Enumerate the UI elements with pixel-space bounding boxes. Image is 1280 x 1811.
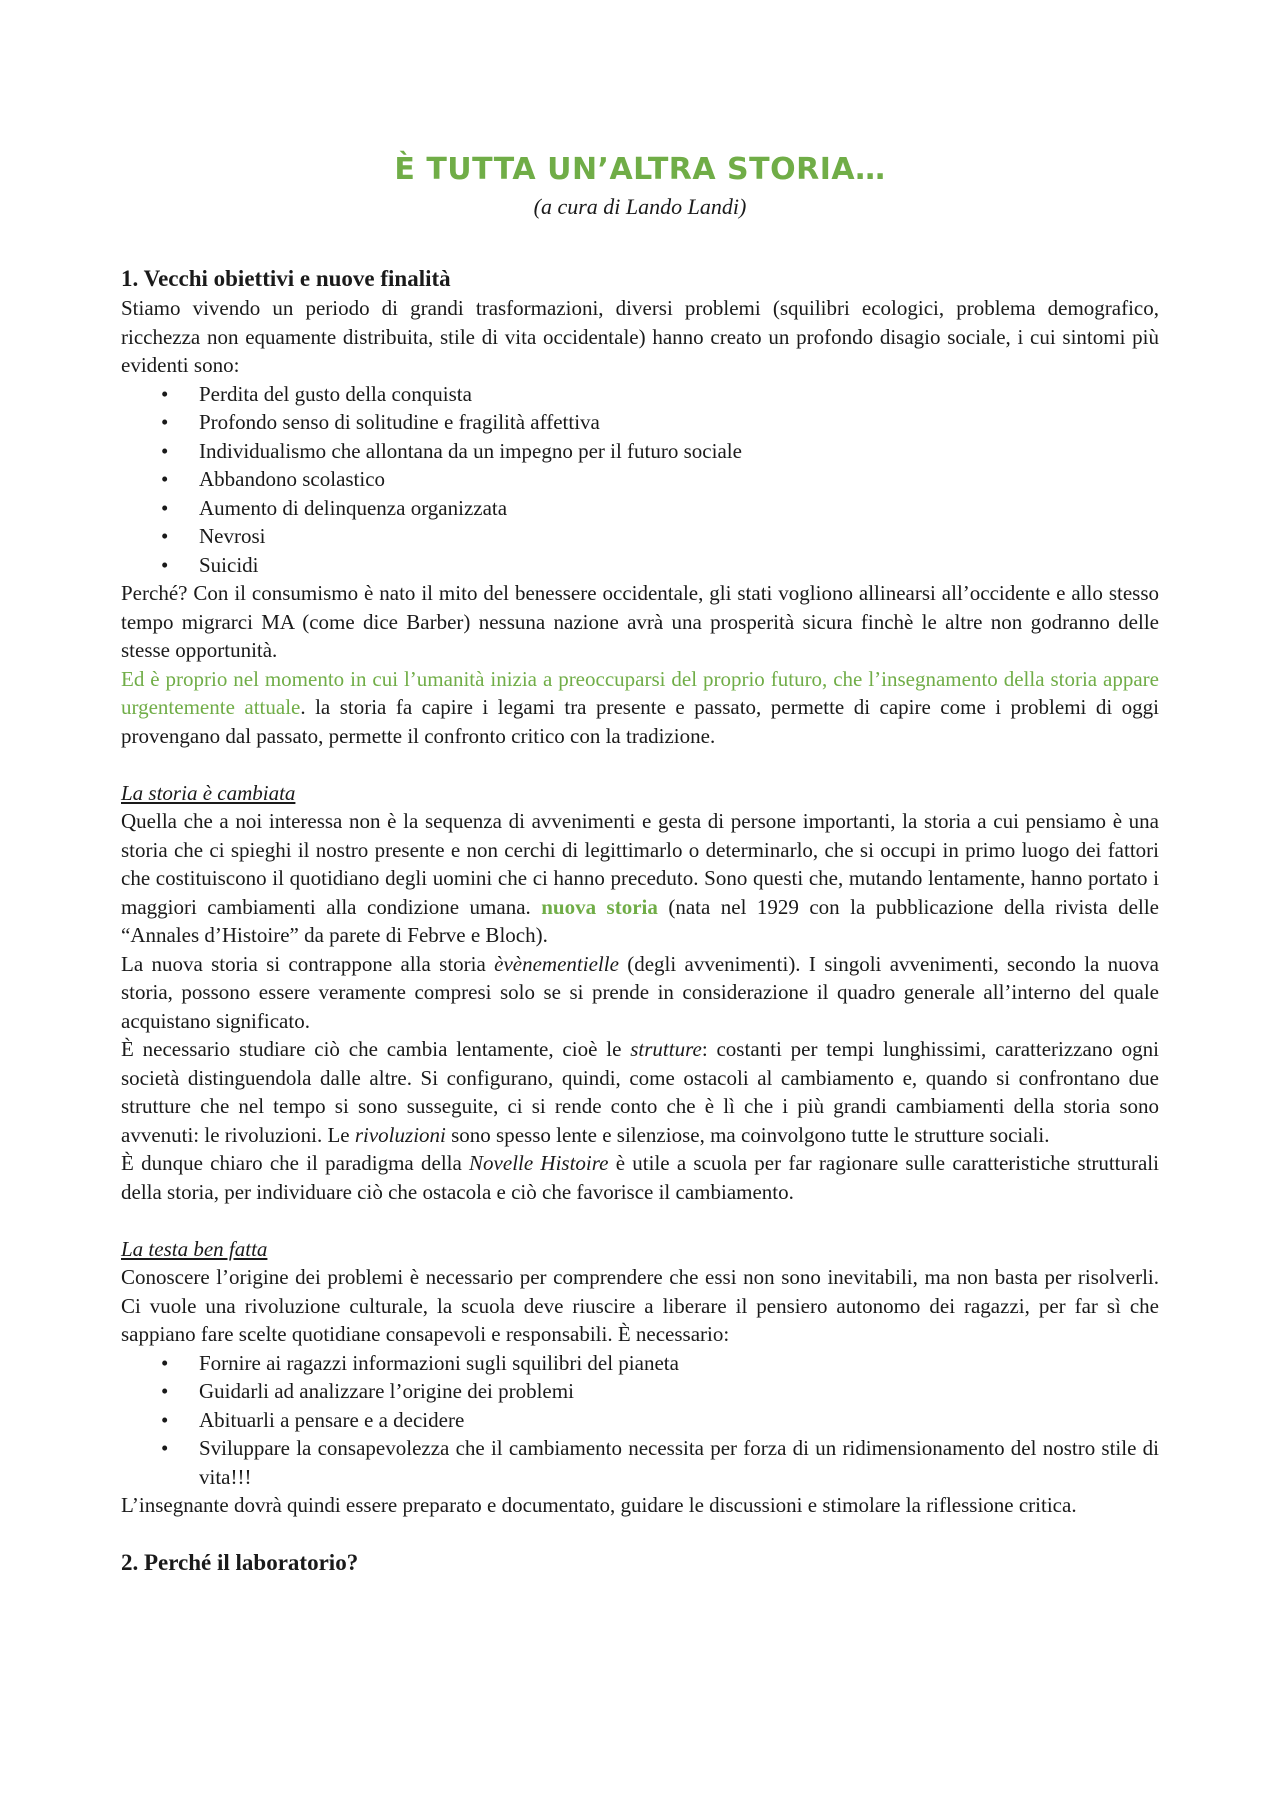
section1-why: Perché? Con il consumismo è nato il mito del benessere occidentale, gli stati vogliono allinearsi all’occidente e allo stesso tempo migrarci MA (come dice Barber) nessuna nazione avrà una prosperità sicura finchè le altre non godranno delle stesse opportunità. [121,581,1159,662]
section1-intro: Stiamo vivendo un periodo di grandi trasformazioni, diversi problemi (squilibri ecologici, problema demografico, ricchezza non equamente distribuita, stile di vita occidentale) hanno creato un profondo disagio sociale, i cui sintomi più evidenti sono: [121,296,1159,377]
list-item: • Suicidi [199,551,1159,580]
highlight-text: Ed è proprio nel momento in cui l’umanità inizia a preoccuparsi del proprio futuro, che l’insegnamento della storia appare urgentemente attuale [121,666,1159,719]
list-item: • Sviluppare la consapevolezza che il cambiamento necessita per forza di un ridimensionamento del nostro stile di vita!!! [199,1434,1159,1491]
needs-list [121,1349,1159,1492]
text-run: (degli avvenimenti). I singoli avvenimenti, secondo la nuova storia, possono essere veramente compresi solo se si prende in considerazione il quadro generale all’interno del quale acquistano significato. [121,951,1159,1033]
storia-cambiata-p4 [121,1149,1159,1206]
list-item: • Aumento di delinquenza organizzata [199,494,1159,523]
emphasis: rivoluzioni [354,1122,446,1147]
list-item: • Abituarli a pensare e a decidere [199,1406,1159,1435]
text-run: La nuova storia si contrappone alla storia [121,951,495,976]
emphasis: Novelle Histoire [469,1151,609,1175]
text-run: : costanti per tempi lunghissimi, caratterizzano ogni società distinguendola dalle altre. Si configurano, quindi, come ostacoli al cambiamento e, quando si confrontano due strutture che nel tempo si sono susseguite, ci si rende conto che è lì che i più grandi cambiamenti della storia sono avvenuti: le rivoluzioni. Le [121,1037,1159,1147]
emphasis: èvènementielle [494,951,619,976]
text-run: È dunque chiaro che il paradigma della [121,1151,470,1175]
storia-cambiata-p3 [121,1035,1159,1149]
list-item: • Guidarli ad analizzare l’origine dei problemi [199,1377,1159,1406]
section1-heading: 1. Vecchi obiettivi e nuove finalità [121,266,451,291]
section2-heading: 2. Perché il laboratorio? [121,1550,359,1575]
text-run: è utile a scuola per far ragionare sulle caratteristiche strutturali della storia, per individuare ciò che ostacola e ciò che favorisce il cambiamento. [121,1151,1159,1204]
emphasis: strutture [630,1037,702,1061]
text-run: Quella che a noi interessa non è la sequenza di avvenimenti e gesta di persone importanti, la storia a cui pensiamo è una storia che ci spieghi il nostro presente e non cerchi di legittimarlo o determinarlo, che si occupi in primo luogo dei fattori che costituiscono il quotidiano degli uomini che ci hanno preceduto. Sono questi che, mutando lentamente, hanno portato i maggiori cambiamenti alla condizione umana. [121,809,1159,919]
subheading-testa-ben-fatta: La testa ben fatta [121,1236,268,1261]
list-item: • Individualismo che allontana da un impegno per il futuro sociale [199,437,1159,466]
section1-highlight-paragraph [121,665,1159,751]
list-item: • Fornire ai ragazzi informazioni sugli squilibri del pianeta [199,1349,1159,1378]
list-item: • Perdita del gusto della conquista [199,380,1159,409]
subheading-storia-cambiata: La storia è cambiata [121,780,296,805]
symptoms-list [121,380,1159,580]
text-run: sono spesso lente e silenziose, ma coinvolgono tutte le strutture sociali. [445,1122,1050,1147]
storia-cambiata-p1 [121,807,1159,950]
after-highlight-text: . la storia fa capire i legami tra presente e passato, permette di capire come i problemi di oggi provengano dal passato, permette il confronto critico con la tradizione. [121,695,1160,748]
list-item: • Abbandono scolastico [199,465,1159,494]
text-run: (nata nel 1929 con la pubblicazione della rivista delle “Annales d’Histoire” da parete di Febrve e Bloch). [121,894,1159,947]
document-subtitle: (a cura di Lando Landi) [533,194,747,219]
storia-cambiata-p2 [121,950,1159,1036]
text-run: È necessario studiare ciò che cambia lentamente, cioè le [121,1037,631,1061]
spacer [121,1520,1159,1549]
list-item: • Profondo senso di solitudine e fragilità affettiva [199,408,1159,437]
testa-ben-fatta-intro: Conoscere l’origine dei problemi è necessario per comprendere che essi non sono inevitabili, ma non basta per risolverli. Ci vuole una rivoluzione culturale, la scuola deve riuscire a liberare il pensiero autonomo dei ragazzi, per far sì che sappiano fare scelte quotidiane consapevoli e responsabili. È necessario: [121,1265,1159,1346]
list-item: • Nevrosi [199,522,1159,551]
testa-ben-fatta-closing: L’insegnante dovrà quindi essere preparato e documentato, guidare le discussioni e stimolare la riflessione critica. [121,1493,1077,1517]
document-title: È TUTTA UN’ALTRA STORIA… [394,152,886,187]
nuova-storia-term: nuova storia [541,894,658,919]
